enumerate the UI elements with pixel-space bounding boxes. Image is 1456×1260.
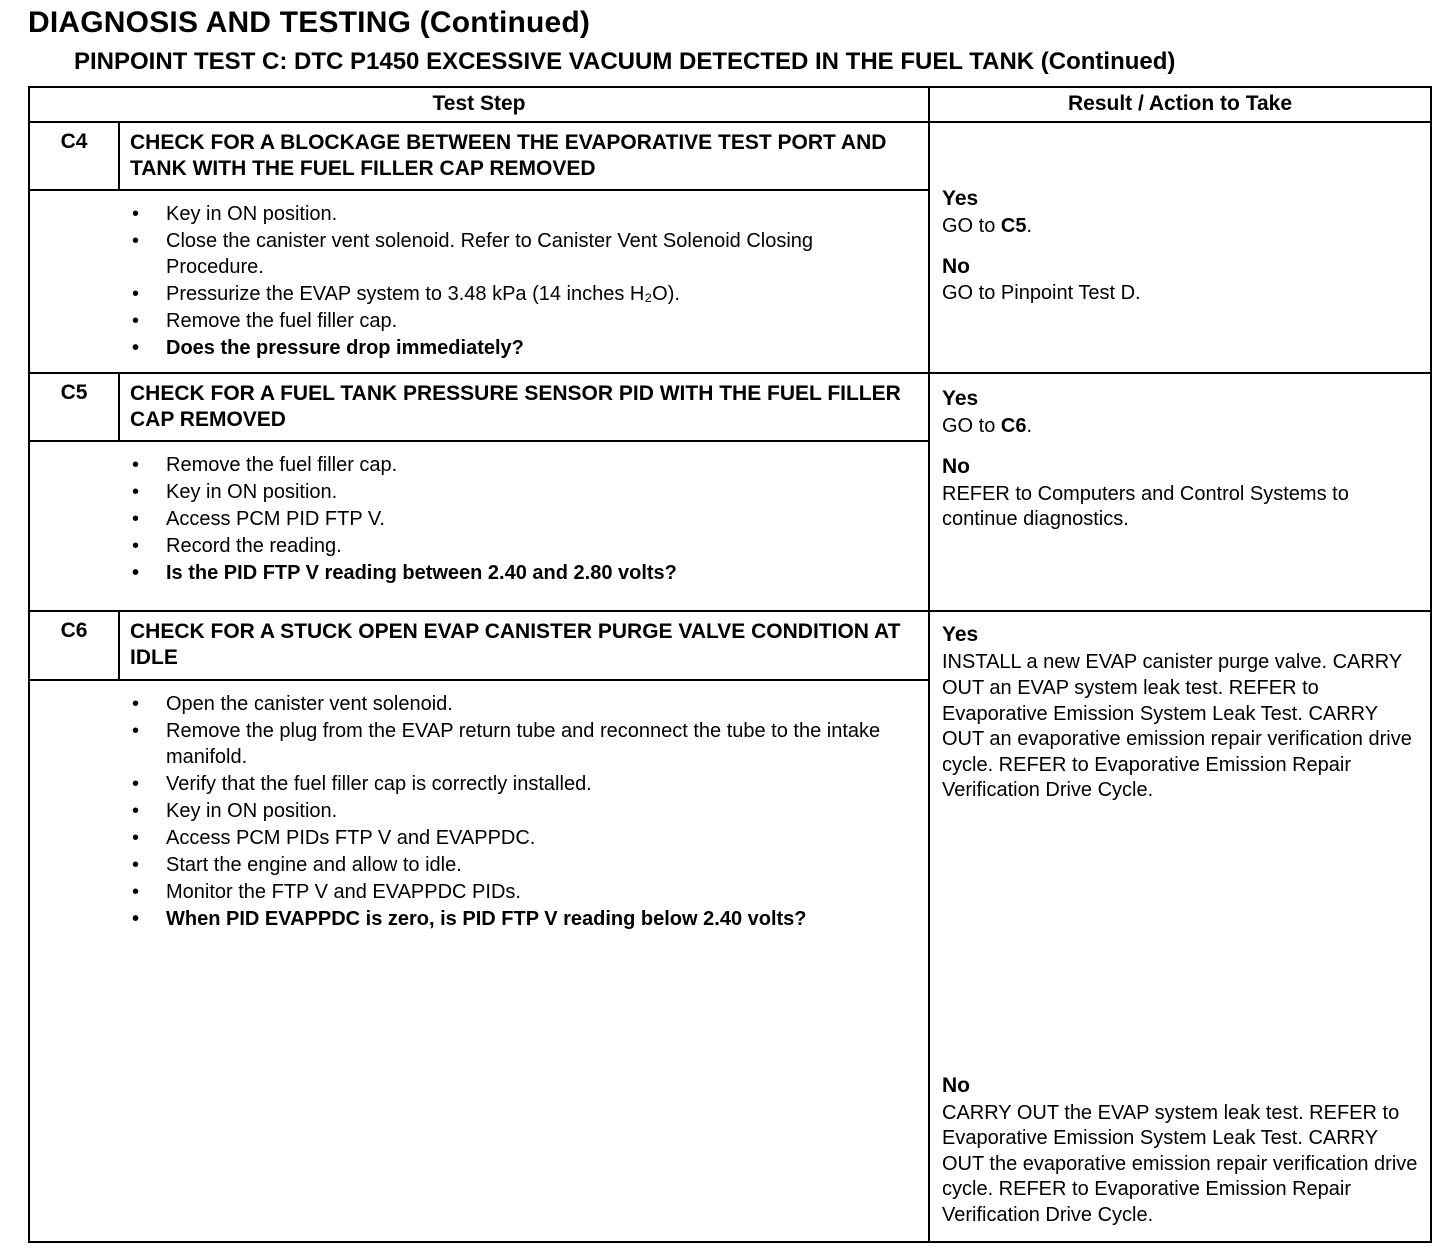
page-title: DIAGNOSIS AND TESTING (Continued) (28, 6, 591, 39)
test-step-item: • Remove the plug from the EVAP return tube and reconnect the tube to the intake manifold. (130, 718, 910, 770)
result-yes-text-pre: GO to (942, 215, 1001, 238)
test-step-item: • Close the canister vent solenoid. Refer to Canister Vent Solenoid Closing Procedure. (130, 228, 910, 280)
test-step-item: • Key in ON position. (130, 798, 910, 824)
test-block-c5 (30, 374, 1430, 612)
test-step-item: • Key in ON position. (130, 479, 910, 505)
result-no-group (942, 1073, 1420, 1229)
result-no-text: GO to Pinpoint Test D. (942, 282, 1141, 305)
test-step-item: • Monitor the FTP V and EVAPPDC PIDs. (130, 879, 910, 905)
test-step-item: • Is the PID FTP V reading between 2.40 and 2.80 volts? (130, 560, 910, 586)
result-yes-group (942, 186, 1420, 239)
result-yes-step-ref: C6 (1000, 415, 1027, 438)
result-yes-label: Yes (942, 187, 979, 211)
result-yes-text-post: . (1026, 415, 1033, 438)
result-yes-label: Yes (942, 623, 979, 647)
result-yes-text: INSTALL a new EVAP canister purge valve. CARRY OUT an EVAP system leak test. REFER to Evaporative Emission System Leak Test. CARRY OUT an evaporative emission repair verification drive cycle. REFER to Evaporative Emission Repair Verification Drive Cycle. (942, 651, 1412, 802)
test-step-item: • Key in ON position. (130, 201, 910, 227)
test-id: C4 (30, 123, 120, 191)
test-title: CHECK FOR A FUEL TANK PRESSURE SENSOR PID WITH THE FUEL FILLER CAP REMOVED (120, 374, 930, 442)
test-step-item: • Open the canister vent solenoid. (130, 691, 910, 717)
table-header-row (30, 88, 1430, 123)
result-cell (930, 374, 1430, 610)
test-step-item: • Verify that the fuel filler cap is correctly installed. (130, 771, 910, 797)
test-step-item: • When PID EVAPPDC is zero, is PID FTP V reading below 2.40 volts? (130, 906, 910, 932)
result-yes-text-post: . (1026, 215, 1033, 238)
result-no-text: CARRY OUT the EVAP system leak test. REFER to Evaporative Emission System Leak Test. CARRY OUT the evaporative emission repair verification drive cycle. REFER to Evaporative Emission Repair Verification Drive Cycle. (942, 1101, 1418, 1227)
test-body-cell (30, 681, 930, 1241)
result-no-text: REFER to Computers and Control Systems to continue diagnostics. (942, 482, 1349, 531)
result-yes-text (942, 414, 1420, 440)
result-no-label: No (942, 454, 970, 478)
result-no-group (942, 254, 1420, 307)
result-no-label: No (942, 1073, 970, 1097)
result-cell (930, 123, 1430, 372)
pinpoint-test-table (28, 86, 1432, 1243)
result-yes-label: Yes (942, 387, 979, 411)
test-steps-list (30, 450, 910, 586)
test-steps-list (30, 199, 910, 361)
table-header-test-step: Test Step (30, 88, 930, 121)
test-step-item: • Record the reading. (130, 533, 910, 559)
test-body-cell (30, 442, 930, 610)
test-steps-list (30, 689, 910, 932)
test-step-item: • Access PCM PID FTP V. (130, 506, 910, 532)
result-yes-group (942, 386, 1420, 439)
test-step-item: • Does the pressure drop immediately? (130, 335, 910, 361)
test-title: CHECK FOR A STUCK OPEN EVAP CANISTER PURGE VALVE CONDITION AT IDLE (120, 612, 930, 680)
test-title: CHECK FOR A BLOCKAGE BETWEEN THE EVAPORATIVE TEST PORT AND TANK WITH THE FUEL FILLER CAP REMOVED (120, 123, 930, 191)
test-step-item: • Start the engine and allow to idle. (130, 852, 910, 878)
result-yes-group (942, 622, 1420, 803)
test-step-item: • Access PCM PIDs FTP V and EVAPPDC. (130, 825, 910, 851)
test-block-c6 (30, 612, 1430, 1240)
result-cell (930, 612, 1430, 1240)
table-header-result-action: Result / Action to Take (1067, 92, 1293, 115)
test-body-cell (30, 191, 930, 372)
page-subtitle: PINPOINT TEST C: DTC P1450 EXCESSIVE VACUUM DETECTED IN THE FUEL TANK (Continued) (74, 48, 1176, 75)
test-step-item: • Pressurize the EVAP system to 3.48 kPa (14 inches H₂O). (130, 281, 910, 307)
test-step-item: • Remove the fuel filler cap. (130, 308, 910, 334)
test-id: C6 (30, 612, 120, 680)
result-yes-text-pre: GO to (942, 415, 1001, 438)
test-block-c4 (30, 123, 1430, 374)
result-yes-step-ref: C5 (1000, 215, 1027, 238)
result-yes-text (942, 214, 1420, 240)
result-no-label: No (942, 254, 970, 278)
test-step-item: • Remove the fuel filler cap. (130, 452, 910, 478)
test-id: C5 (30, 374, 120, 442)
result-no-group (942, 454, 1420, 533)
